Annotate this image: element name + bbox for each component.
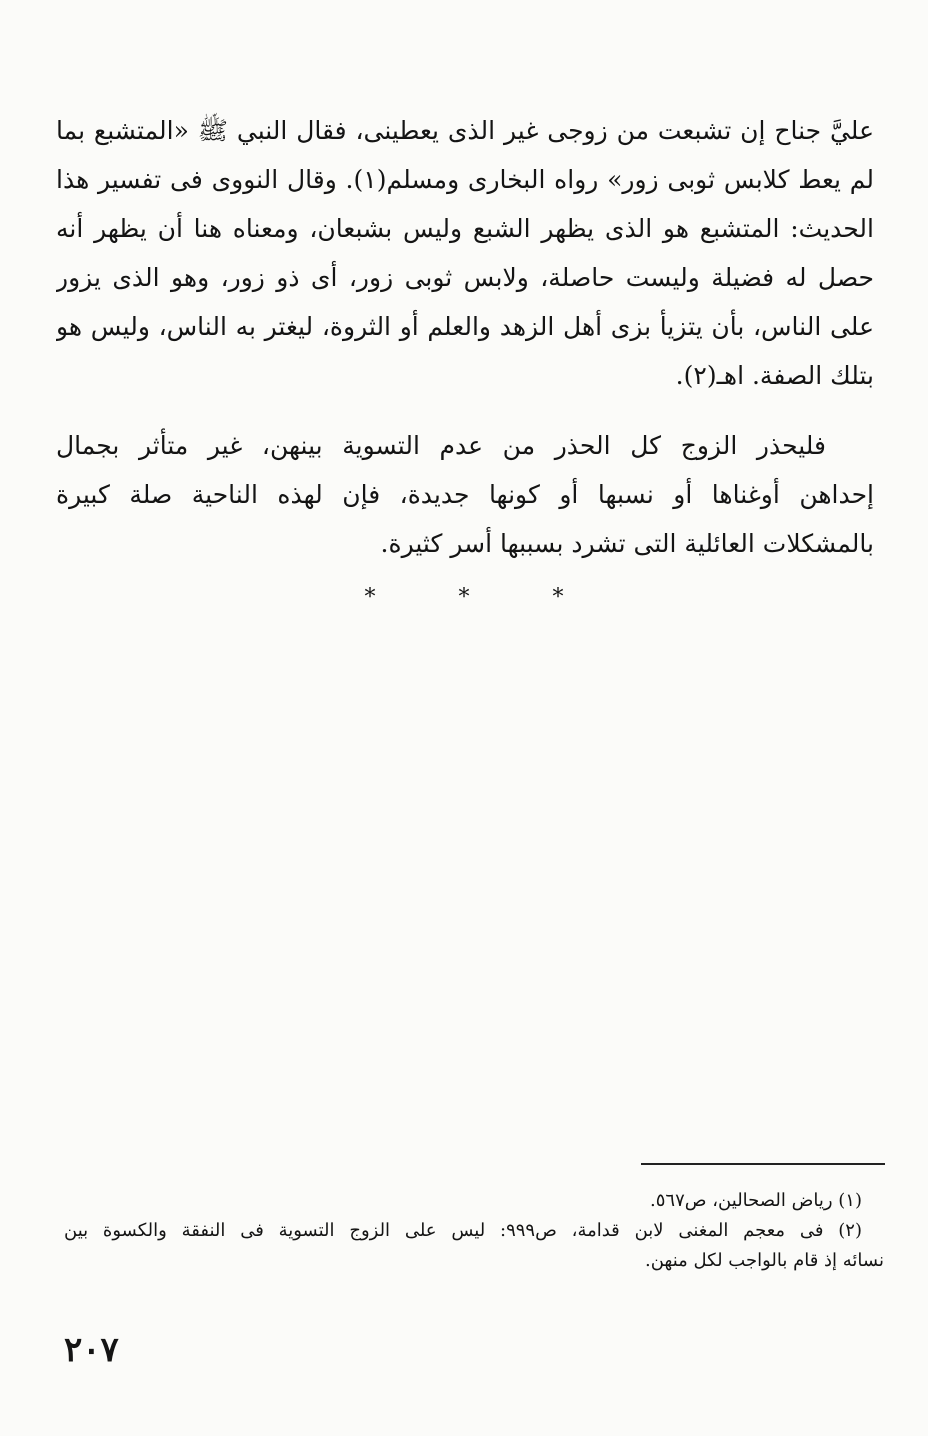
asterisk-icon: * [458,585,470,610]
section-separator [0,585,928,610]
asterisk-icon: * [364,585,376,610]
paragraph-1-line: حصل له فضيلة وليست حاصلة، ولابس ثوبى زور، أى ذو زور، وهو الذى يزور [56,263,874,292]
paragraph-1-line: على الناس، بأن يتزيأ بزى أهل الزهد والعلم أو الثروة، ليغتر به الناس، وليس هو [56,312,874,341]
paragraph-1-line: بتلك الصفة. اهـ(٢). [675,361,874,390]
footnote-1: (١) رياض الصحالين، ص٥٦٧. [650,1190,862,1211]
paragraph-1 [56,106,874,400]
footnote-2-continued: نسائه إذ قام بالواجب لكل منهن. [644,1250,884,1271]
paragraph-2-line: إحداهن أوغناها أو نسبها أو كونها جديدة، فإن لهذه الناحية صلة كبيرة [56,480,874,509]
asterisk-icon: * [552,585,564,610]
footnotes [64,1186,884,1276]
paragraph-2 [56,421,874,568]
footnote-2: (٢) فى معجم المغنى لابن قدامة، ص٩٩٩: ليس على الزوج التسوية فى النفقة والكسوة بين [64,1220,862,1241]
paragraph-1-line: الحديث: المتشبع هو الذى يظهر الشبع وليس بشبعان، ومعناه هنا أن يظهر أنه [56,214,874,243]
paragraph-1-line: لم يعط كلابس ثوبى زور» رواه البخارى ومسلم(١). وقال النووى فى تفسير هذا [56,165,874,194]
page-number: ٢٠٧ [64,1330,119,1370]
paragraph-2-line: بالمشكلات العائلية التى تشرد بسببها أسر كثيرة. [380,529,874,558]
paragraph-1-line: عليَّ جناح إن تشبعت من زوجى غير الذى يعطينى، فقال النبي ﷺ «المتشبع بما [56,116,874,145]
paragraph-2-line: فليحذر الزوج كل الحذر من عدم التسوية بينهن، غير متأثر بجمال [56,431,826,460]
footnote-divider [641,1163,885,1165]
